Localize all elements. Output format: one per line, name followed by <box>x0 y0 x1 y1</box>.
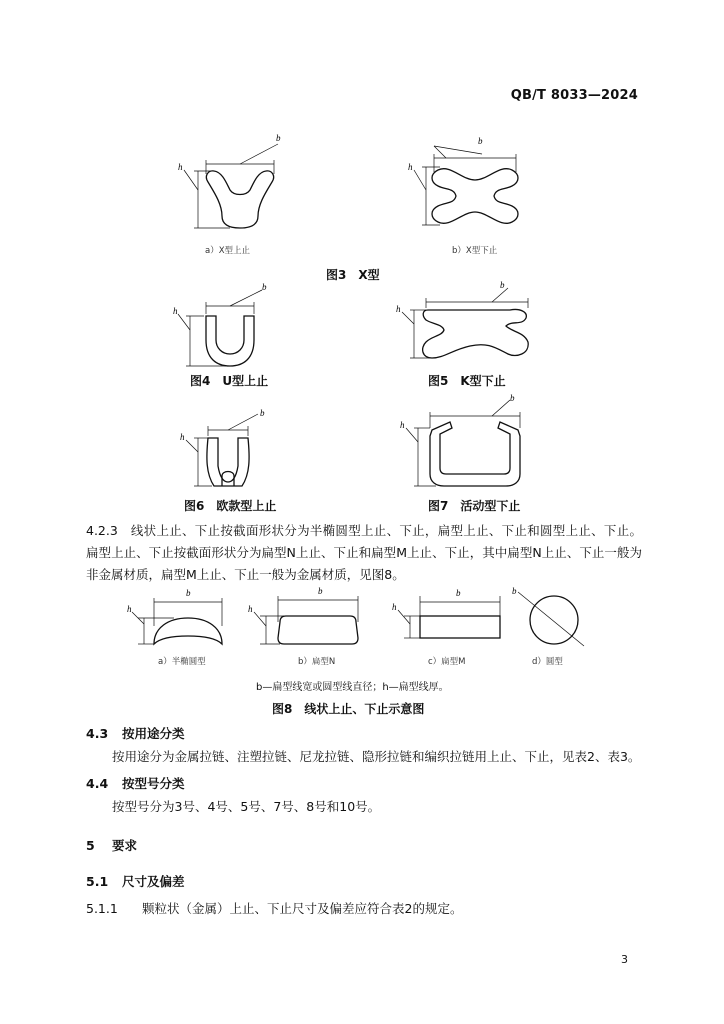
section-number: 5 <box>86 838 95 853</box>
dim-label-h: h <box>127 604 132 614</box>
dim-label-b: b <box>456 588 461 598</box>
dim-label-b: b <box>510 393 515 403</box>
section-title: 按型号分类 <box>122 776 185 791</box>
figure-3-caption: 图3 X型 <box>326 268 380 282</box>
figure-8d-drawing <box>504 584 604 654</box>
figure-4-drawing <box>168 282 288 376</box>
section-4-3-body: 按用途分为金属拉链、注塑拉链、尼龙拉链、隐形拉链和编织拉链用上止、下止，见表2、表3。 <box>112 749 641 764</box>
section-number: 4.4 <box>86 776 109 791</box>
paragraph-4-2-3: 4.2.3 线状上止、下止按截面形状分为半椭圆型上止、下止，扁型上止、下止和圆型上止、下止。扁型上止、下止按截面形状分为扁型N上止、下止和扁型M上止、下止，其中扁型N上止、下止一般为非金属材质，扁型M上止、下止一般为金属材质，见图8。 <box>86 523 642 582</box>
section-5-1-heading <box>86 872 185 890</box>
dim-label-b: b <box>262 282 267 292</box>
section-4-4-heading <box>86 774 185 792</box>
dim-label-h: h <box>396 304 401 314</box>
figure-7-caption: 图7 活动型下止 <box>428 499 521 513</box>
section-number: 5.1 <box>86 874 109 889</box>
dim-label-h: h <box>173 306 178 316</box>
section-4-4-body: 按型号分为3号、4号、5号、7号、8号和10号。 <box>112 799 381 814</box>
dim-label-h: h <box>400 420 405 430</box>
figure-3a-caption: a）X型上止 <box>205 246 251 256</box>
section-4-3-heading <box>86 724 185 742</box>
page-number: 3 <box>621 953 628 966</box>
dim-label-b: b <box>500 280 505 290</box>
dim-label-b: b <box>318 586 323 596</box>
figure-8a-drawing <box>124 586 244 652</box>
figure-8b-drawing <box>240 586 370 652</box>
clause-text: 颗粒状（金属）上止、下止尺寸及偏差应符合表2的规定。 <box>142 901 463 916</box>
figure-8-caption: 图8 线状上止、下止示意图 <box>272 702 425 716</box>
figure-6-drawing <box>168 408 288 500</box>
dim-label-h: h <box>248 604 253 614</box>
figure-6-caption: 图6 欧款型上止 <box>184 499 277 513</box>
dim-label-h: h <box>392 602 397 612</box>
section-number: 4.3 <box>86 726 109 741</box>
dim-label-h: h <box>180 432 185 442</box>
dim-label-b: b <box>186 588 191 598</box>
figure-3a-drawing <box>170 130 310 240</box>
section-title: 按用途分类 <box>122 726 185 741</box>
figure-5-drawing <box>392 278 552 372</box>
dim-label-b: b <box>478 136 483 146</box>
clause-5-1-1 <box>86 899 462 917</box>
figure-8b-caption: b）扁型N <box>298 657 336 667</box>
dim-label-b: b <box>276 133 281 143</box>
section-5-heading <box>86 836 137 854</box>
figure-8c-caption: c）扁型M <box>428 657 466 667</box>
figure-8c-drawing <box>386 586 512 652</box>
figure-8d-caption: d）圆型 <box>532 657 563 667</box>
clause-number: 5.1.1 <box>86 901 118 916</box>
figure-8-legend: b—扁型线宽或圆型线直径；h—扁型线厚。 <box>256 682 449 693</box>
figure-4-caption: 图4 U型上止 <box>190 374 269 388</box>
figure-7-drawing <box>396 392 546 496</box>
dim-label-h: h <box>178 162 183 172</box>
figure-3b-caption: b）X型下止 <box>452 246 498 256</box>
figure-3b-drawing <box>400 130 550 240</box>
dim-label-b: b <box>512 586 517 596</box>
figure-5-caption: 图5 K型下止 <box>428 374 506 388</box>
dim-label-h: h <box>408 162 413 172</box>
section-title: 要求 <box>112 838 138 853</box>
standard-code: QB/T 8033—2024 <box>510 88 638 103</box>
figure-8a-caption: a）半椭圆型 <box>158 657 206 667</box>
section-title: 尺寸及偏差 <box>122 874 185 889</box>
dim-label-b: b <box>260 408 265 418</box>
